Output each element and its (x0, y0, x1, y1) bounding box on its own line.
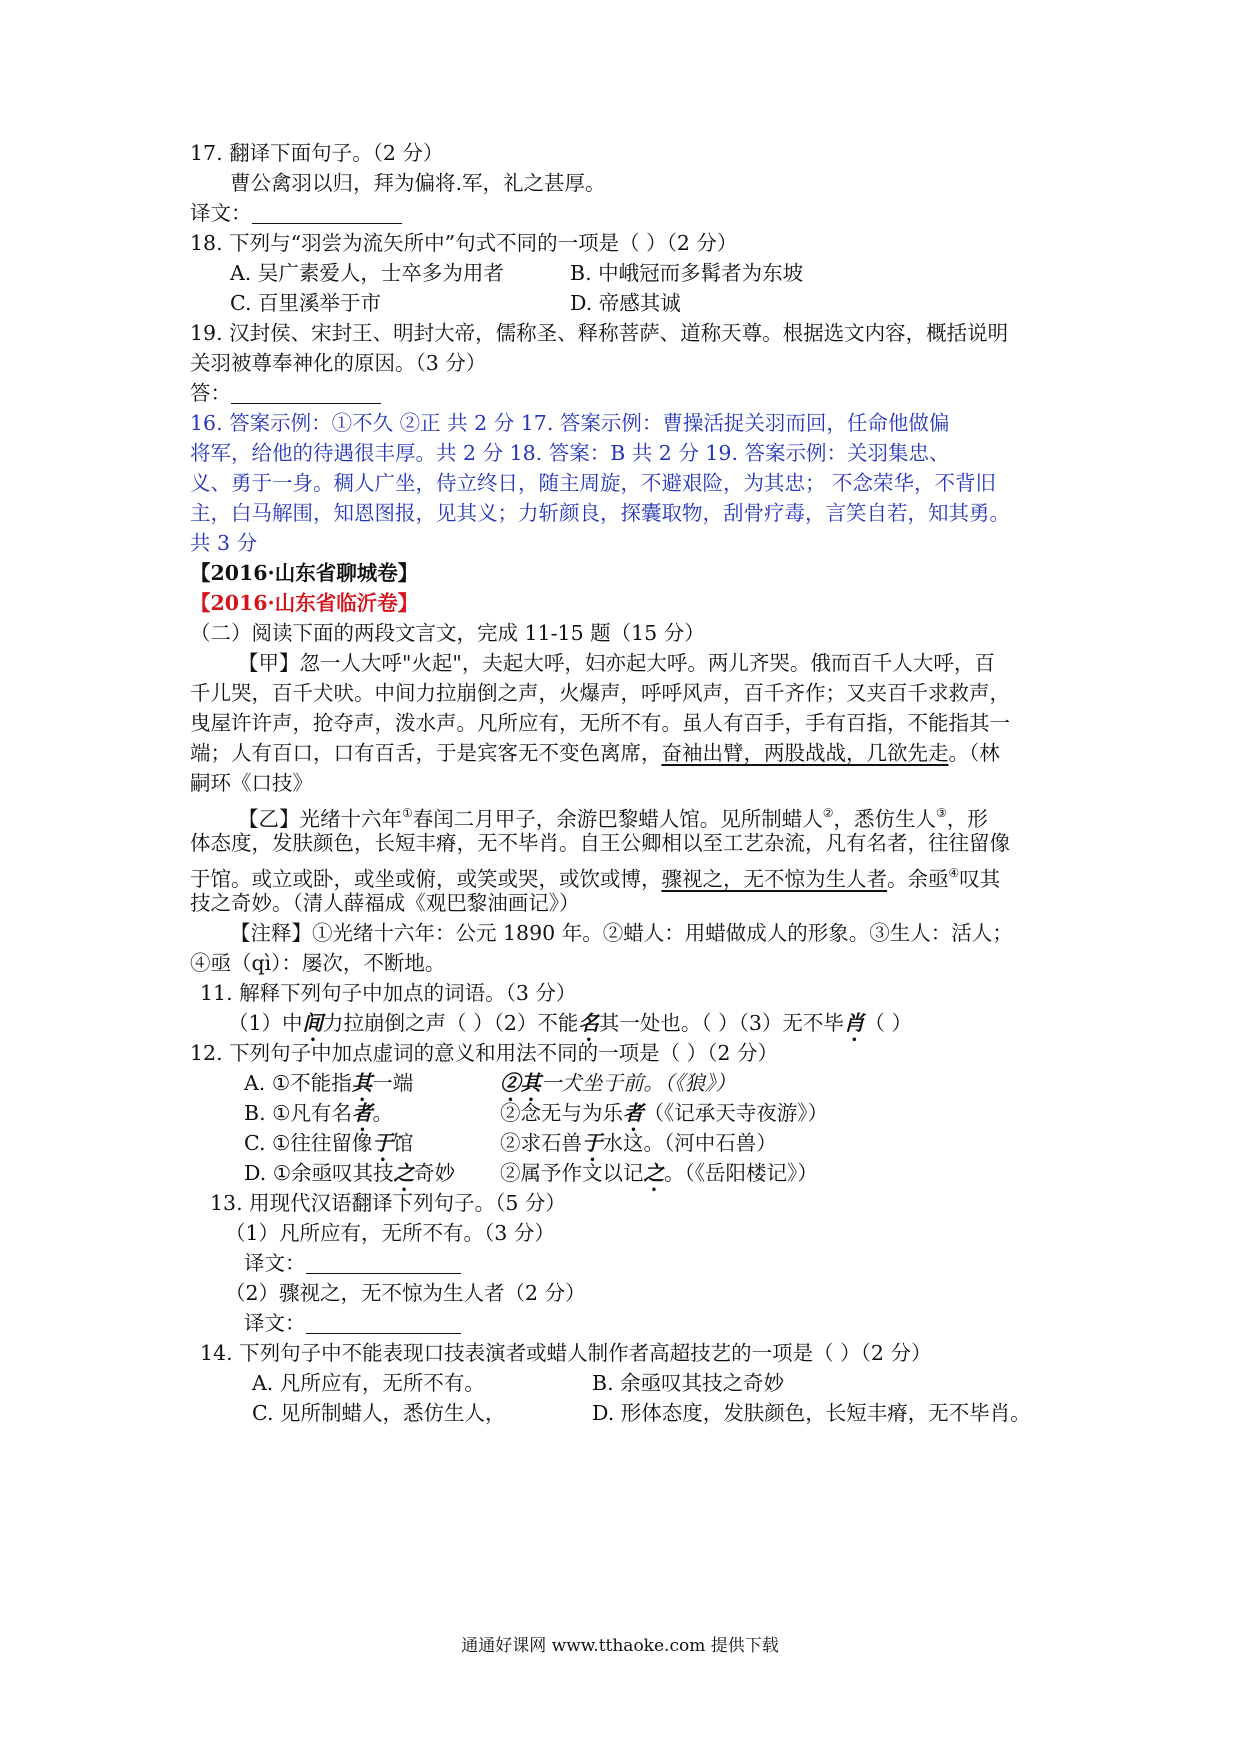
q19-line-2: 关羽被尊奉神化的原因。（3 分） (190, 351, 487, 375)
q14-option-b: B. 余亟叹其技之奇妙 (592, 1371, 785, 1395)
section-heading-liaocheng: 【2016·山东省聊城卷】 (190, 561, 419, 585)
answer-key-line-2: 将军，给他的待遇很丰厚。共 2 分 18. 答案：B 共 2 分 19. 答案示例：关羽集忠、 (190, 441, 950, 465)
q13-answer-label: 译文： (244, 1251, 306, 1275)
q12-text: 水这。（河中石兽） (602, 1131, 777, 1155)
answer-key-line-1: 16. 答案示例：①不久 ②正 共 2 分 17. 答案示例：曹操活捉关羽而回，任命他做偏 (190, 411, 950, 435)
q12-text: ②属予作文以记 (500, 1161, 644, 1185)
dotted-word: ②其 (500, 1071, 541, 1095)
footnote-marker: ③ (936, 806, 947, 820)
q18-option-b: B. 中峨冠而多髯者为东坡 (570, 261, 804, 285)
q18-option-d: D. 帝感其诚 (570, 291, 681, 315)
answer-key-line-3: 义、勇于一身。稠人广坐，侍立终日，随主周旋，不避艰险，为其忠； 不念荣华，不背旧 (190, 471, 997, 495)
q11-text: （ ） (864, 1011, 912, 1035)
q14-option-d: D. 形体态度，发肤颜色，长短丰瘠，无不毕肖。 (592, 1401, 1031, 1425)
q12-text: ②求石兽 (500, 1131, 582, 1155)
passage-jia-line-3: 曳屋许许声，抢夺声，泼水声。凡所应有，无所不有。虽人有百手，手有百指，不能指其一 (190, 711, 1010, 735)
part2-intro: （二）阅读下面的两段文言文，完成 11-15 题（15 分） (190, 621, 705, 645)
passage-yi-text: 春闰二月甲子，余游巴黎蜡人馆。见所制蜡人 (412, 807, 823, 831)
q12-text: 一犬坐于前。（《狼》） (541, 1071, 736, 1095)
passage-yi-text: 。余亟 (887, 867, 949, 891)
q14-option-c: C. 见所制蜡人，悉仿生人， (252, 1401, 506, 1425)
q12-text: ②念无与为乐 (500, 1101, 623, 1125)
passage-yi-text: ，形 (946, 807, 988, 831)
q17-sentence: 曹公禽羽以归，拜为偏将.军，礼之甚厚。 (230, 171, 606, 195)
answer-key-line-5: 共 3 分 (190, 531, 258, 555)
notes-line-1: 【注释】①光绪十六年：公元 1890 年。②蜡人：用蜡做成人的形象。③生人：活人； (230, 921, 1013, 945)
q11-text: （1）中 (228, 1011, 303, 1035)
passage-yi-text: 【乙】光绪十六年 (238, 807, 402, 831)
page-footer: 通通好课网 www.tthaoke.com 提供下载 (461, 1636, 779, 1656)
q17-answer-label: 译文： (190, 201, 252, 225)
passage-yi-text: ，悉仿生人 (833, 807, 937, 831)
q19-answer-label: 答： (190, 381, 231, 405)
q17-answer-line (190, 198, 402, 228)
q12-title: 12. 下列句子中加点虚词的意义和用法不同的一项是（ ）（2 分） (190, 1041, 778, 1065)
passage-jia-line-5: 嗣环《口技》 (190, 771, 313, 795)
q12-text: （《记承天寺夜游》） (643, 1101, 828, 1125)
q17-title: 17. 翻译下面句子。（2 分） (190, 141, 444, 165)
q14-title: 14. 下列句子中不能表现口技表演者或蜡人制作者高超技艺的一项是（ ）（2 分） (200, 1341, 932, 1365)
q18-title: 18. 下列与“羽尝为流矢所中”句式不同的一项是（ ）（2 分） (190, 231, 738, 255)
q13-answer-line-2 (244, 1308, 461, 1338)
q12-text: C. ①往往留像 (244, 1131, 373, 1155)
passage-yi-text: 叹其 (959, 867, 1001, 891)
q17-answer-blank[interactable] (252, 201, 402, 224)
q19-answer-blank[interactable] (231, 381, 381, 404)
q12-text: B. ①凡有名 (244, 1101, 352, 1125)
q11-text: 其一处也。（ ）（3）无不毕 (598, 1011, 844, 1035)
q12-text: 。 (372, 1101, 393, 1125)
q12-text: 奇妙 (414, 1161, 456, 1185)
passage-yi-line-4: 技之奇妙。（清人薛福成《观巴黎油画记》） (190, 891, 580, 915)
footnote-marker: ② (822, 806, 834, 820)
q13-title: 13. 用现代汉语翻译下列句子。（5 分） (210, 1191, 566, 1215)
dotted-word: 名 (578, 1011, 599, 1035)
q13-answer-blank[interactable] (306, 1311, 461, 1334)
underlined-sentence: 奋袖出臂，两股战战，几欲先走 (661, 741, 949, 765)
dotted-word: 于 (582, 1131, 603, 1155)
notes-line-2: ④亟（qì）：屡次，不断地。 (190, 951, 446, 975)
q12-text: 馆 (392, 1131, 414, 1155)
dotted-word: 者 (623, 1101, 644, 1125)
q13-answer-line-1 (244, 1248, 461, 1278)
section-heading-linyi: 【2016·山东省临沂卷】 (190, 591, 419, 615)
q11-title: 11. 解释下列句子中加点的词语。（3 分） (200, 981, 577, 1005)
q19-answer-line (190, 378, 381, 408)
passage-yi-text: 于馆。或立或卧，或坐或俯，或笑或哭，或饮或博， (190, 867, 662, 891)
dotted-word: 者 (351, 1101, 373, 1125)
underlined-sentence: 骤视之，无不惊为生人者 (661, 867, 887, 891)
q19-line-1: 19. 汉封侯、宋封王、明封大帝，儒称圣、释称菩萨、道称天尊。根据选文内容，概括说明 (190, 321, 1009, 345)
q13-answer-label: 译文： (244, 1311, 306, 1335)
q12-text: A. ①不能指 (244, 1071, 352, 1095)
footnote-marker: ④ (948, 866, 960, 880)
q18-option-c: C. 百里溪举于市 (230, 291, 381, 315)
footnote-marker: ① (402, 806, 413, 820)
dotted-word: 肖 (843, 1011, 865, 1035)
dotted-word: 之 (643, 1161, 664, 1185)
q18-option-a: A. 吴广素爱人，士卒多为用者 (230, 261, 504, 285)
passage-jia-line-2: 千儿哭，百千犬吠。中间力拉崩倒之声，火爆声，呼呼风声，百千齐作；又夹百千求救声， (190, 681, 1010, 705)
dotted-word: 于 (372, 1131, 393, 1155)
dotted-word: 其 (351, 1071, 373, 1095)
passage-jia-text: 。（林 (948, 741, 1000, 765)
dotted-word: 之 (393, 1161, 415, 1185)
passage-jia-line-1: 【甲】忽一人大呼"火起"，夫起大呼，妇亦起大呼。两儿齐哭。俄而百千人大呼，百 (238, 651, 995, 675)
q13-answer-blank[interactable] (306, 1251, 461, 1274)
q13-part-1: （1）凡所应有，无所不有。（3 分） (225, 1221, 555, 1245)
q12-text: D. ①余亟叹其技 (244, 1161, 394, 1185)
q12-text: 。（《岳阳楼记》） (664, 1161, 818, 1185)
q14-option-a: A. 凡所应有，无所不有。 (252, 1371, 485, 1395)
q11-text: 力拉崩倒之声（ ）（2）不能 (323, 1011, 579, 1035)
passage-yi-line-2: 体态度，发肤颜色，长短丰瘠，无不毕肖。自王公卿相以至工艺杂流，凡有名者，往往留像 (190, 831, 1010, 855)
answer-key-line-4: 主，白马解围，知恩图报，见其义；力斩颜良，探囊取物，刮骨疗毒，言笑自若，知其勇。 (190, 501, 1010, 525)
q13-part-2: （2）骤视之，无不惊为生人者（2 分） (225, 1281, 586, 1305)
dotted-word: 间 (302, 1011, 324, 1035)
passage-jia-text: 端；人有百口，口有百舌，于是宾客无不变色离席， (190, 741, 662, 765)
q12-text: 一端 (372, 1071, 414, 1095)
passage-jia-line-4 (190, 738, 1000, 768)
